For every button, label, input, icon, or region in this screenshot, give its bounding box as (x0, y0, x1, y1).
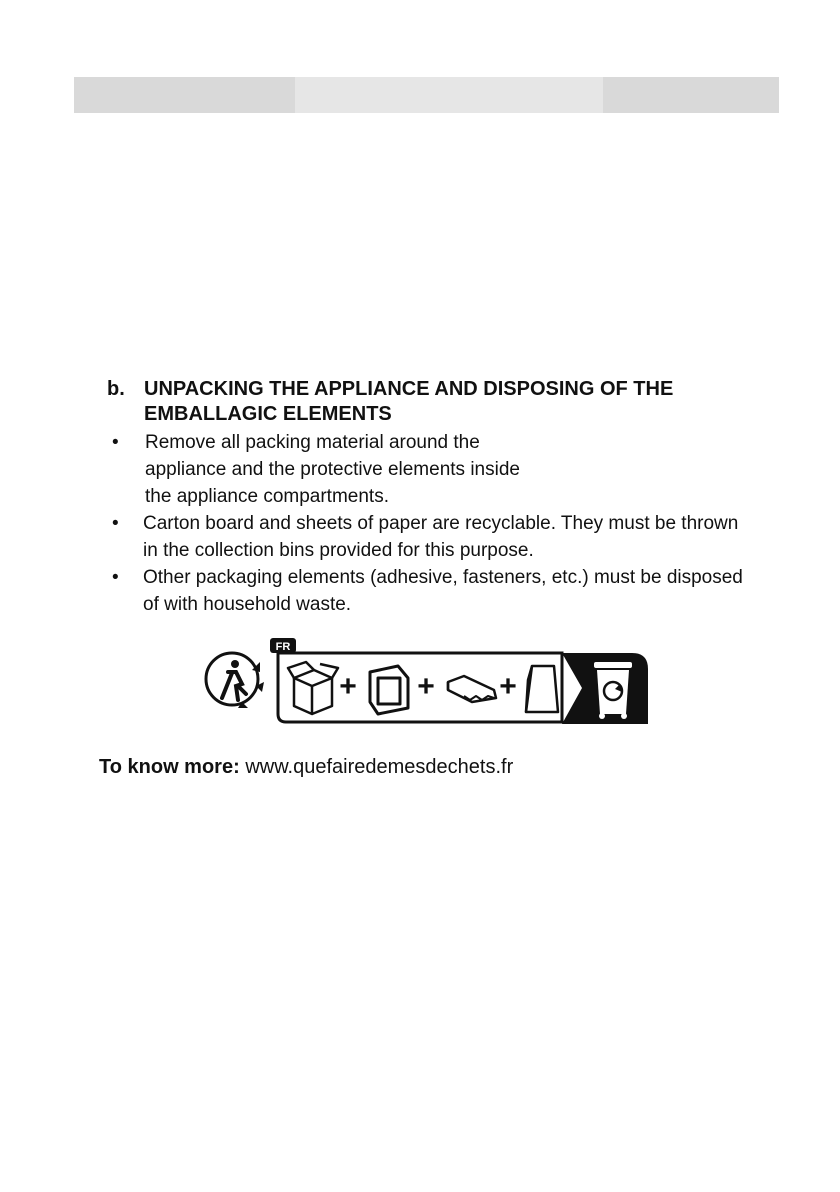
header-bar-segment-right (603, 77, 779, 113)
list-item (107, 429, 767, 510)
unpacking-section (107, 377, 767, 618)
more-info-url[interactable]: www.quefairedemesdechets.fr (245, 756, 514, 778)
bullet-text: Other packaging elements (adhesive, fasteners, etc.) must be disposed of with household waste. (143, 567, 743, 615)
bullet-icon: • (112, 432, 119, 453)
frame-icon (370, 666, 408, 714)
plus-sign: + (339, 670, 357, 703)
triman-person-arrows-icon (206, 653, 264, 708)
list-item (107, 564, 767, 618)
header-bar-segment-left (74, 77, 295, 113)
bullet-text: Remove all packing material around the appliance and the protective elements inside the appliance compartments. (145, 432, 520, 507)
bullet-icon: • (112, 513, 119, 534)
header-bar-segment-middle (295, 77, 603, 113)
recycling-info-logo (202, 636, 648, 726)
bag-icon (526, 666, 558, 712)
section-heading (107, 377, 767, 427)
country-tag-label: FR (275, 641, 291, 653)
more-info-line (99, 755, 513, 779)
country-tag (270, 638, 296, 653)
section-title: UNPACKING THE APPLIANCE AND DISPOSING OF THE EMBALLAGIC ELEMENTS (144, 378, 674, 425)
header-bar (74, 77, 779, 113)
section-marker: b. (107, 378, 125, 400)
plus-sign: + (499, 670, 517, 703)
plus-sign: + (417, 670, 435, 703)
bullet-list (107, 429, 767, 618)
bullet-icon: • (112, 567, 119, 588)
box-icon (288, 662, 338, 714)
flat-packaging-icon (448, 676, 496, 702)
more-info-label: To know more: (99, 756, 240, 778)
bullet-text: Carton board and sheets of paper are recyclable. They must be thrown in the collection bins provided for this purpose. (143, 513, 739, 561)
list-item (107, 510, 767, 564)
